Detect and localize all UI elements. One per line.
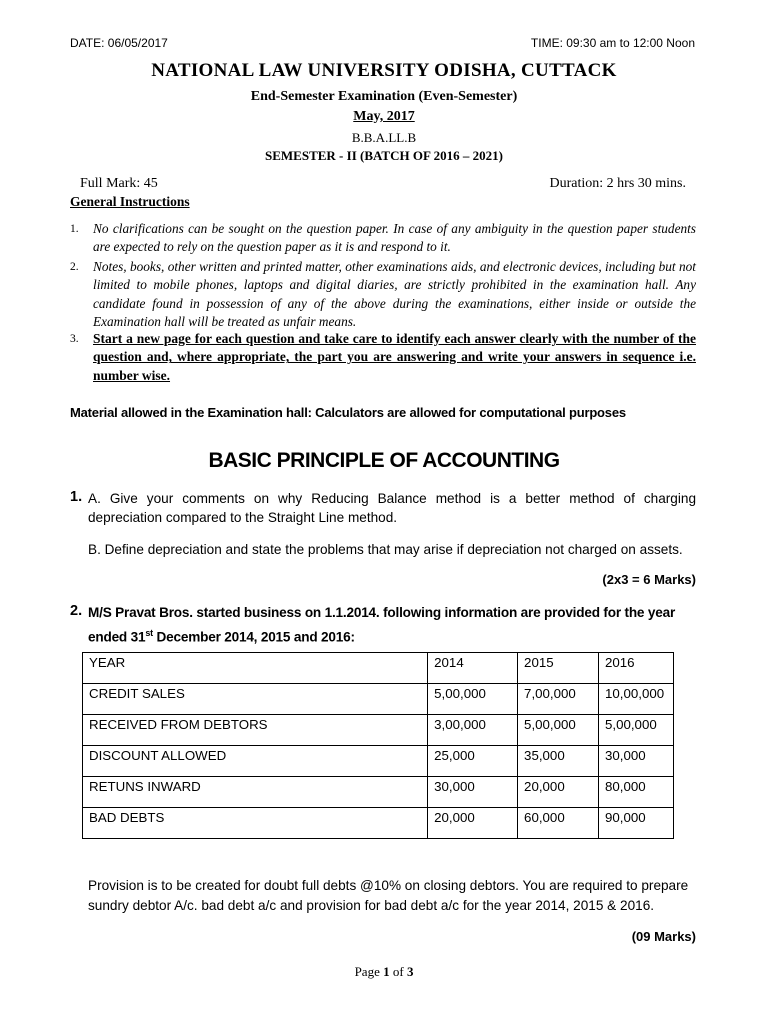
question-number: 1. — [70, 489, 83, 505]
material-allowed: Material allowed in the Examination hall: Calculators are allowed for computational purposes — [70, 405, 626, 420]
question-1-marks: (2x3 = 6 Marks) — [602, 572, 696, 587]
row-label-cell: DISCOUNT ALLOWED — [83, 746, 428, 777]
question-2-text-end: December 2014, 2015 and 2016: — [152, 629, 355, 645]
row-label-cell: CREDIT SALES — [83, 684, 428, 715]
instruction-item — [70, 220, 696, 257]
value-cell: 25,000 — [428, 746, 518, 777]
value-cell: 80,000 — [598, 777, 673, 808]
value-cell: 35,000 — [518, 746, 599, 777]
instruction-item — [70, 258, 696, 332]
exam-date: DATE: 06/05/2017 — [70, 36, 168, 50]
general-instructions-heading: General Instructions — [70, 194, 190, 209]
question-2-marks: (09 Marks) — [631, 929, 696, 944]
table-row — [83, 684, 674, 715]
programme: B.B.A.LL.B — [351, 130, 417, 145]
row-label-cell: RECEIVED FROM DEBTORS — [83, 715, 428, 746]
table-row — [83, 746, 674, 777]
instruction-number: 3. — [70, 333, 79, 345]
value-cell: 20,000 — [428, 808, 518, 839]
question-1a-text: A. Give your comments on why Reducing Balance method is a better method of charging depreciation compared to the Straight Line method. — [88, 491, 696, 525]
value-cell: 30,000 — [428, 777, 518, 808]
question-1b-text: B. Define depreciation and state the problems that may arise if depreciation not charged on assets. — [88, 542, 683, 557]
value-cell: 7,00,000 — [518, 684, 599, 715]
instruction-number: 1. — [70, 223, 79, 235]
value-cell: 2015 — [518, 653, 599, 684]
table-row — [83, 777, 674, 808]
table-row — [83, 715, 674, 746]
row-label-cell: BAD DEBTS — [83, 808, 428, 839]
value-cell: 5,00,000 — [518, 715, 599, 746]
value-cell: 10,00,000 — [598, 684, 673, 715]
row-label-cell: YEAR — [83, 653, 428, 684]
instruction-text: Notes, books, other written and printed matter, other examinations aids, and electronic devices, including but not limited to mobile phones, laptops and digital diaries, are strictly prohibited in the examination hall. Any candidate found in possession of any of the above during the examinations, either inside or outside the Examination hall will be treated as unfair means. — [93, 259, 696, 330]
question-2-text — [88, 603, 698, 648]
duration: Duration: 2 hrs 30 mins. — [549, 176, 686, 191]
page-number: 1 — [383, 964, 390, 979]
value-cell: 5,00,000 — [428, 684, 518, 715]
table-body — [83, 653, 674, 839]
value-cell: 90,000 — [598, 808, 673, 839]
provision-text: Provision is to be created for doubt full debts @10% on closing debtors. You are required to prepare sundry debtor A/c. bad debt a/c and provision for bad debt a/c for the year 2014, 2015 & 2016. — [88, 878, 689, 913]
value-cell: 3,00,000 — [428, 715, 518, 746]
value-cell: 5,00,000 — [598, 715, 673, 746]
debtors-data-table — [82, 652, 674, 839]
value-cell: 30,000 — [598, 746, 673, 777]
value-cell: 60,000 — [518, 808, 599, 839]
page-total: 3 — [406, 964, 414, 979]
page-label: Page — [354, 964, 384, 979]
value-cell: 20,000 — [518, 777, 599, 808]
table-header-row — [83, 653, 674, 684]
value-cell: 2016 — [598, 653, 673, 684]
exam-name: End-Semester Examination (Even-Semester) — [250, 89, 518, 104]
instruction-text: Start a new page for each question and take care to identify each answer clearly with the number of the question and, where appropriate, the part you are answering and write your answers in sequence i.e. number wise. — [93, 331, 696, 383]
instruction-number: 2. — [70, 261, 79, 273]
question-number: 2. — [70, 603, 83, 619]
page-footer — [0, 964, 768, 980]
question-2-text-main: M/S Pravat Bros. started business on 1.1.2014. following information are provided for the year ended 31 — [88, 605, 676, 645]
table-row — [83, 808, 674, 839]
subject-title: BASIC PRINCIPLE OF ACCOUNTING — [208, 449, 560, 472]
row-label-cell: RETUNS INWARD — [83, 777, 428, 808]
full-mark: Full Mark: 45 — [80, 176, 158, 191]
instruction-text: No clarifications can be sought on the question paper. In case of any ambiguity in the question paper students are expected to rely on the question paper as it is and respond to it. — [93, 221, 696, 255]
university-title: NATIONAL LAW UNIVERSITY ODISHA, CUTTACK — [151, 60, 617, 81]
instruction-item — [70, 330, 696, 385]
of-label: of — [389, 964, 407, 979]
semester: SEMESTER - II (BATCH OF 2016 – 2021) — [265, 148, 503, 163]
value-cell: 2014 — [428, 653, 518, 684]
ordinal-suffix: st — [145, 628, 153, 638]
exam-month: May, 2017 — [353, 109, 415, 124]
exam-time: TIME: 09:30 am to 12:00 Noon — [530, 36, 695, 50]
